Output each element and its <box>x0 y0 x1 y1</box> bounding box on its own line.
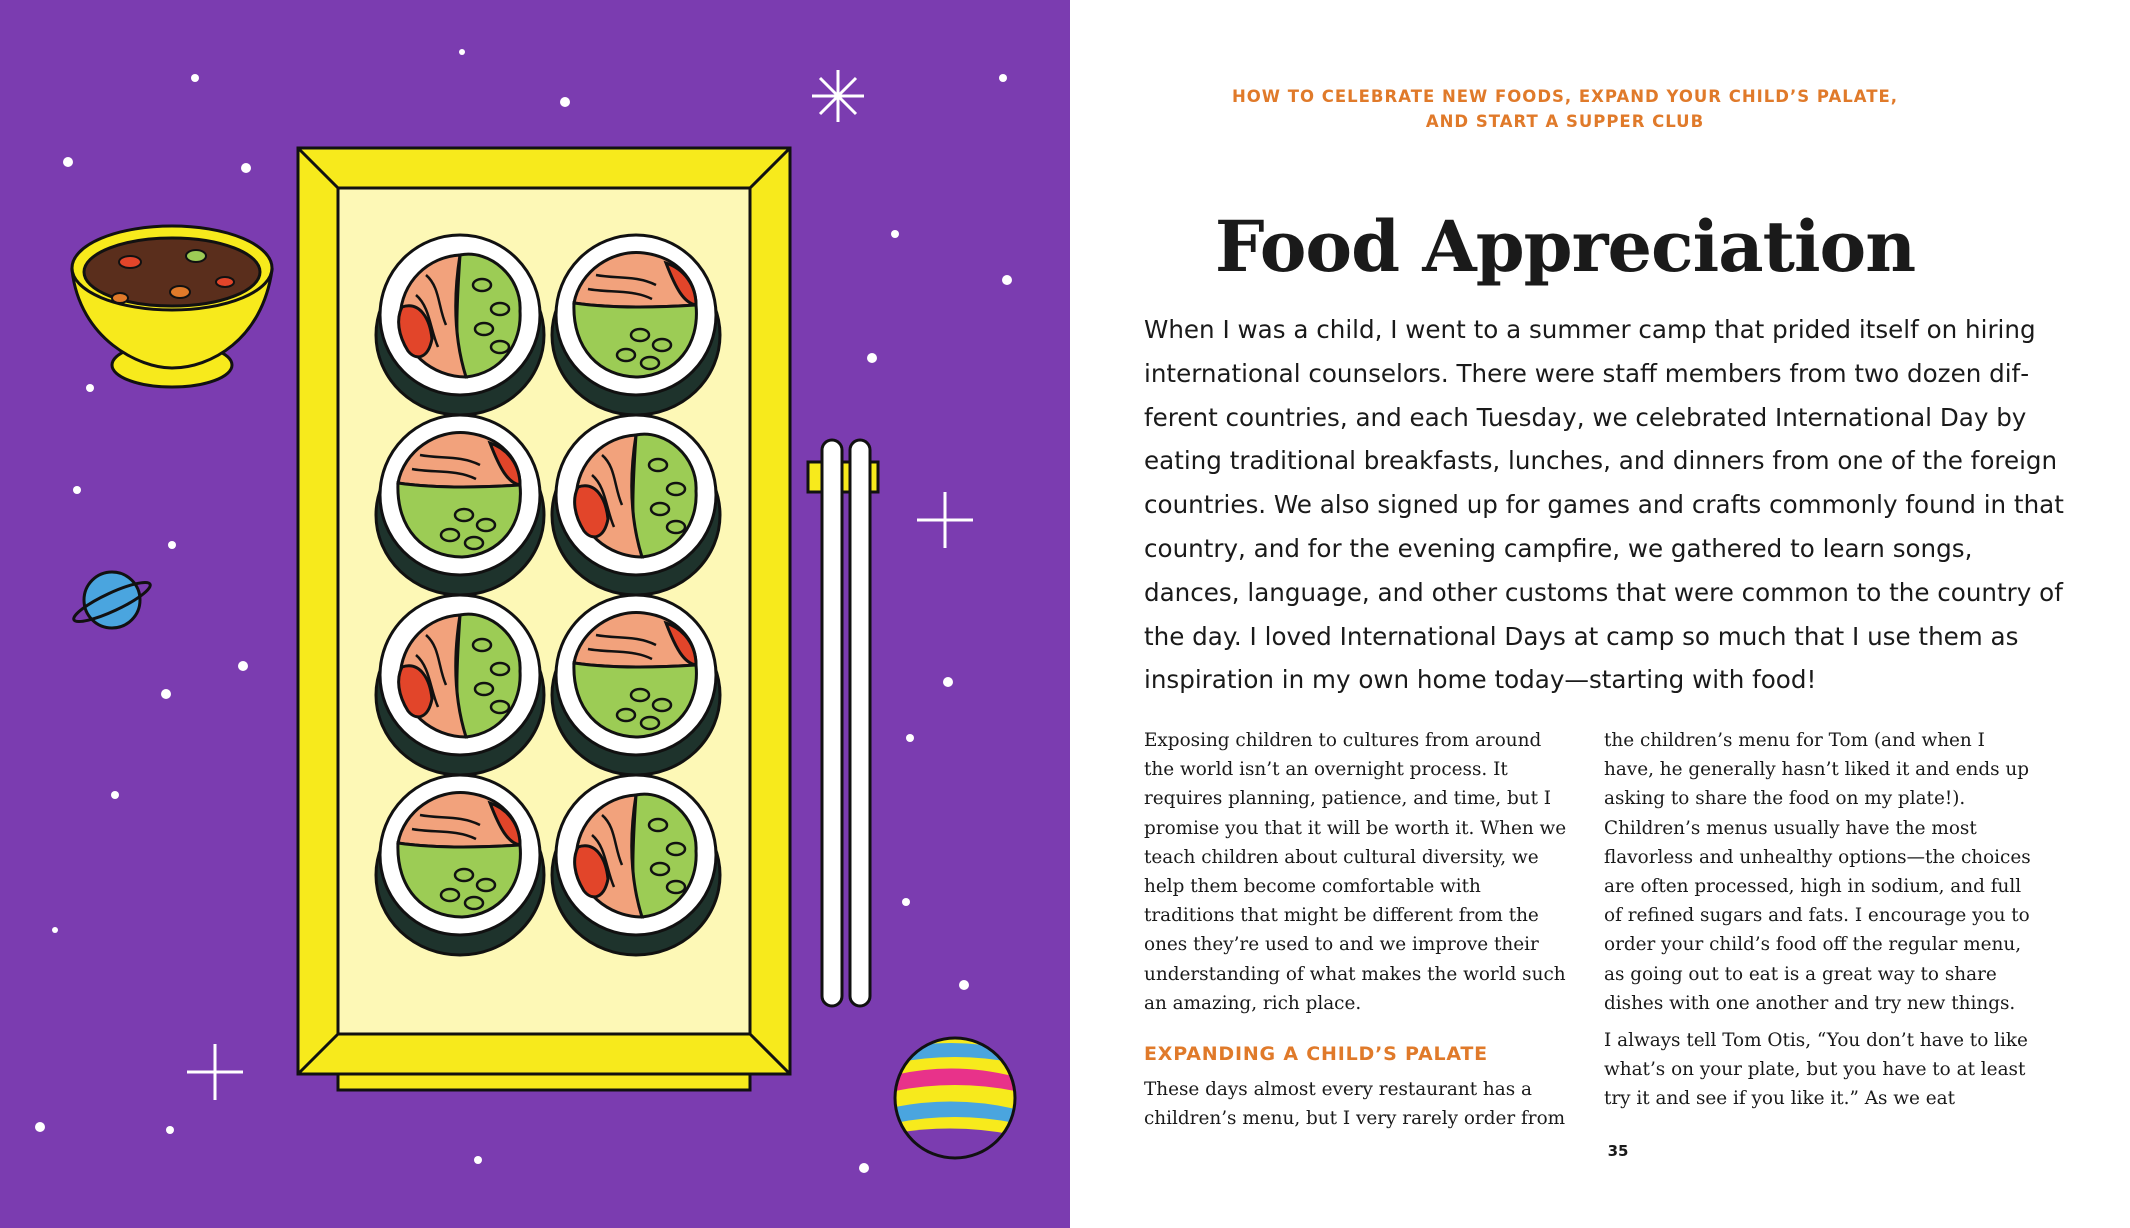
right-column <box>1604 726 2034 1114</box>
sushi-roll-icon <box>376 415 544 595</box>
kicker-line-1: HOW TO CELEBRATE NEW FOODS, EXPAND YOUR CHILD’S PALATE, <box>1231 87 1899 106</box>
sushi-roll-icon <box>552 235 720 415</box>
body-paragraph: Exposing children to cultures from around the world isn’t an overnight process. It requires planning, patience, and time, but I promise you that it will be worth it. When we teach children about cultural diversity, we help them become comfortable with traditions that might be different from the ones they’re used to and we improve their understanding of what makes the world such an amazing, rich place. <box>1144 730 1567 1014</box>
body-paragraph: These days almost every restaurant has a children’s menu, but I very rarely order from <box>1144 1079 1566 1130</box>
body-paragraph: the children’s menu for Tom (and when I have, he generally hasn’t liked it and ends up asking to share the food on my plate!). Children’s menus usually have the most flavorless and unhealthy options—the choices are often processed, high in sodium, and full of refined sugars and fats. I encourage you to order your child’s food off the regular menu, as going out to eat is a great way to share dishes with one another and try new things. <box>1604 730 2031 1014</box>
sushi-roll-icon <box>552 775 720 955</box>
sushi-roll-icon <box>376 235 544 415</box>
sushi-roll-icon <box>552 415 720 595</box>
lead-paragraph-text: When I was a child, I went to a summer camp that prided itself on hiring international counselors. There were staff members from two dozen different countries, and each Tuesday, we celebrated International Day by eating traditional breakfasts, lunches, and dinners from one of the foreign countries. We also signed up for games and crafts commonly found in that country, and for the evening campfire, we gathered to learn songs, dances, language, and other customs that were common to the country of the day. I loved International Days at camp so much that I use them as inspiration in my own home today—starting with food! <box>1144 315 2064 695</box>
chapter-kicker <box>1220 84 1910 134</box>
text-page <box>1070 0 2130 1228</box>
kicker-line-2: AND START A SUPPER CLUB <box>1425 112 1705 131</box>
section-subheading: EXPANDING A CHILD’S PALATE <box>1144 1043 1488 1066</box>
sushi-roll-icon <box>376 595 544 775</box>
sushi-tray-icon <box>298 148 790 1090</box>
page-number: 35 <box>1607 1142 1629 1160</box>
page-title: Food Appreciation <box>1214 205 1916 288</box>
left-column <box>1144 726 1574 1134</box>
body-paragraph: I always tell Tom Otis, “You don’t have to like what’s on your plate, but you have to at least try it and see if you like it.” As we eat <box>1604 1030 2028 1110</box>
lead-paragraph <box>1144 308 2068 702</box>
sushi-roll-icon <box>376 775 544 955</box>
sushi-roll-icon <box>552 595 720 775</box>
